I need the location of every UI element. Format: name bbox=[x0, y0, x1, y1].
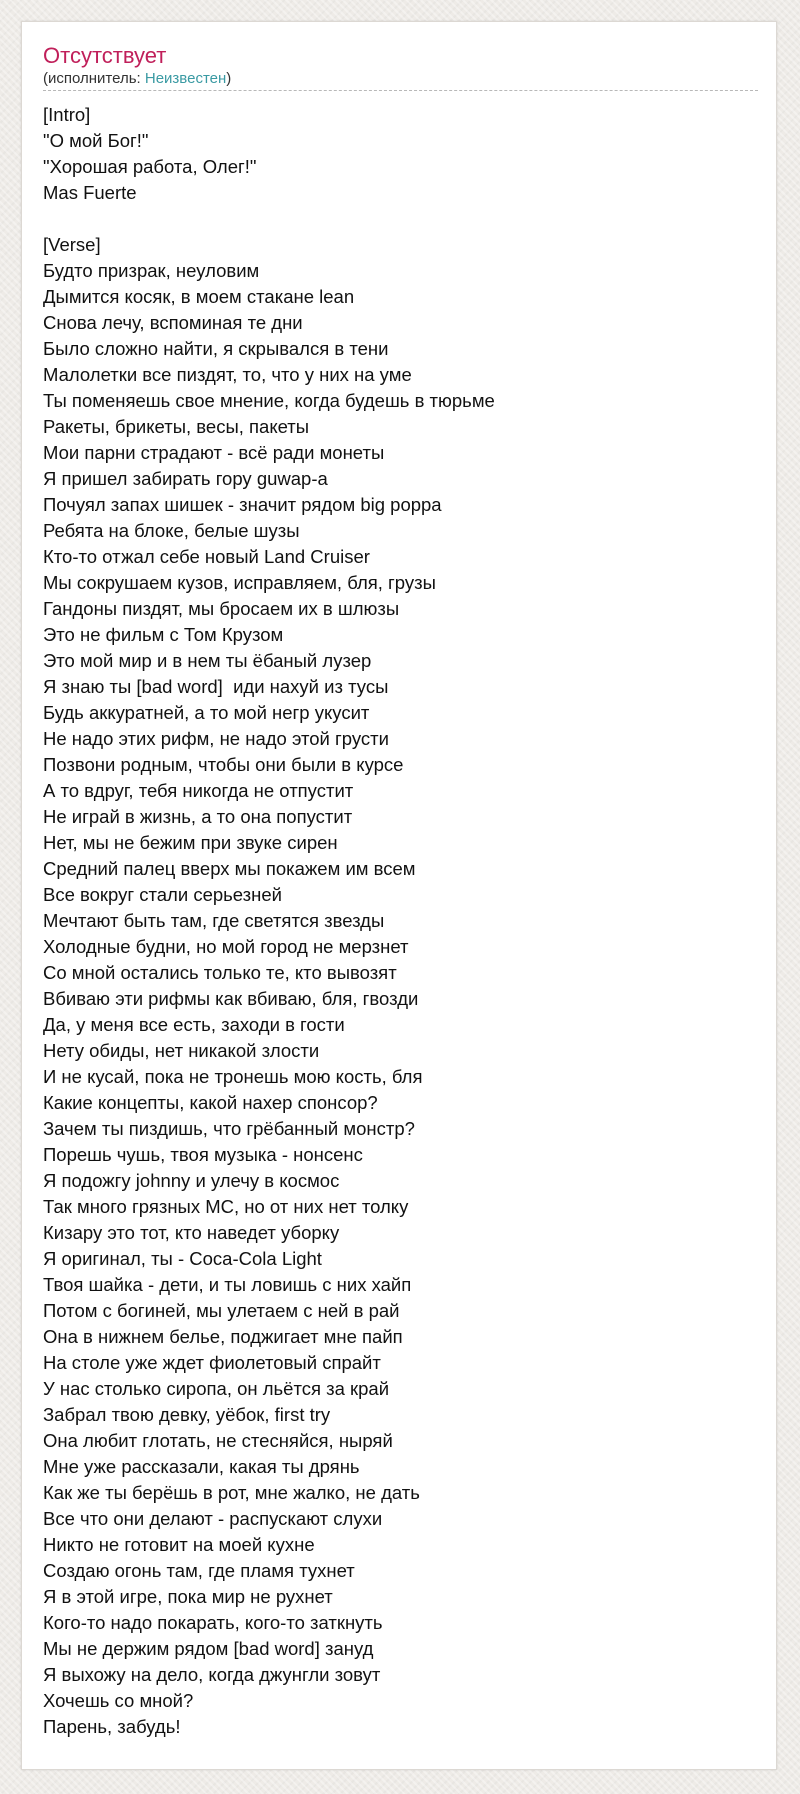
lyric-line: Как же ты берёшь в рот, мне жалко, не дать bbox=[43, 1482, 420, 1503]
lyric-line: Кого-то надо покарать, кого-то заткнуть bbox=[43, 1612, 383, 1633]
lyric-line: Хочешь со мной? bbox=[43, 1690, 194, 1711]
lyric-line: Я подожгу johnny и улечу в космос bbox=[43, 1170, 340, 1191]
lyric-line: Средний палец вверх мы покажем им всем bbox=[43, 858, 416, 879]
lyric-line: Кизару это тот, кто наведет уборку bbox=[43, 1222, 340, 1243]
lyric-line: Дымится косяк, в моем стакане lean bbox=[43, 286, 355, 307]
lyric-line: Потом с богиней, мы улетаем с ней в рай bbox=[43, 1300, 400, 1321]
lyric-line: Это мой мир и в нем ты ёбаный лузер bbox=[43, 650, 372, 671]
lyric-line: На столе уже ждет фиолетовый спрайт bbox=[43, 1352, 381, 1373]
lyric-line: Я оригинал, ты - Coca-Cola Light bbox=[43, 1248, 322, 1269]
lyric-line: Я в этой игре, пока мир не рухнет bbox=[43, 1586, 333, 1607]
lyric-line: А то вдруг, тебя никогда не отпустит bbox=[43, 780, 354, 801]
lyric-line: Будто призрак, неуловим bbox=[43, 260, 260, 281]
lyric-line: Нет, мы не бежим при звуке сирен bbox=[43, 832, 338, 853]
lyric-line: Ты поменяешь свое мнение, когда будешь в тюрьме bbox=[43, 390, 495, 411]
lyric-line: "О мой Бог!" bbox=[43, 130, 149, 151]
lyric-line: Со мной остались только те, кто вывозят bbox=[43, 962, 397, 983]
lyric-line: Не надо этих рифм, не надо этой грусти bbox=[43, 728, 389, 749]
lyric-line: Я пришел забирать гору guwap-а bbox=[43, 468, 328, 489]
lyric-line: Мы не держим рядом [bad word] зануд bbox=[43, 1638, 374, 1659]
lyric-line: Mas Fuerte bbox=[43, 182, 137, 203]
lyric-line: Снова лечу, вспоминая те дни bbox=[43, 312, 303, 333]
lyric-line: Она в нижнем белье, поджигает мне пайп bbox=[43, 1326, 403, 1347]
lyric-line: Создаю огонь там, где пламя тухнет bbox=[43, 1560, 355, 1581]
lyric-line: Будь аккуратней, а то мой негр укусит bbox=[43, 702, 370, 723]
lyric-line: "Хорошая работа, Олег!" bbox=[43, 156, 257, 177]
lyric-line: Мы сокрушаем кузов, исправляем, бля, грузы bbox=[43, 572, 436, 593]
lyric-line: Было сложно найти, я скрывался в тени bbox=[43, 338, 389, 359]
lyric-line: Да, у меня все есть, заходи в гости bbox=[43, 1014, 345, 1035]
lyric-line: Кто-то отжал себе новый Land Cruiser bbox=[43, 546, 370, 567]
artist-link[interactable]: Неизвестен bbox=[144, 70, 227, 87]
lyric-line: Забрал твою девку, уёбок, first try bbox=[43, 1404, 331, 1425]
lyric-line: Гандоны пиздят, мы бросаем их в шлюзы bbox=[43, 598, 400, 619]
lyric-line: Какие концепты, какой нахер спонсор? bbox=[43, 1092, 378, 1113]
lyric-line: Все что они делают - распускают слухи bbox=[43, 1508, 383, 1529]
lyric-line: Зачем ты пиздишь, что грёбанный монстр? bbox=[43, 1118, 415, 1139]
artist-line bbox=[43, 70, 758, 91]
lyric-line: И не кусай, пока не тронешь мою кость, бля bbox=[43, 1066, 423, 1087]
lyric-line: Я знаю ты [bad word] иди нахуй из тусы bbox=[43, 676, 389, 697]
lyric-line: Нету обиды, нет никакой злости bbox=[43, 1040, 320, 1061]
lyric-line: Никто не готовит на моей кухне bbox=[43, 1534, 315, 1555]
lyric-line: Твоя шайка - дети, и ты ловишь с них хайп bbox=[43, 1274, 412, 1295]
lyric-line: Вбиваю эти рифмы как вбиваю, бля, гвозди bbox=[43, 988, 419, 1009]
lyric-line: Она любит глотать, не стесняйся, ныряй bbox=[43, 1430, 393, 1451]
lyric-line: Малолетки все пиздят, то, что у них на уме bbox=[43, 364, 412, 385]
lyric-line: [Verse] bbox=[43, 234, 101, 255]
lyric-line: Не играй в жизнь, а то она попустит bbox=[43, 806, 353, 827]
lyric-line: Ракеты, брикеты, весы, пакеты bbox=[43, 416, 310, 437]
lyric-line: Парень, забудь! bbox=[43, 1716, 181, 1737]
lyric-line: [Intro] bbox=[43, 104, 91, 125]
lyric-line: Почуял запах шишек - значит рядом big poppa bbox=[43, 494, 442, 515]
lyric-line: Мне уже рассказали, какая ты дрянь bbox=[43, 1456, 360, 1477]
lyric-line: Мои парни страдают - всё ради монеты bbox=[43, 442, 385, 463]
song-title: Отсутствует bbox=[43, 43, 167, 68]
lyric-line: Холодные будни, но мой город не мерзнет bbox=[43, 936, 409, 957]
lyric-line: Все вокруг стали серьезней bbox=[43, 884, 282, 905]
lyric-line: Позвони родным, чтобы они были в курсе bbox=[43, 754, 404, 775]
artist-prefix: (исполнитель: bbox=[43, 70, 145, 87]
lyric-line: Это не фильм с Том Крузом bbox=[43, 624, 284, 645]
lyric-line: Мечтают быть там, где светятся звезды bbox=[43, 910, 385, 931]
lyric-line: Я выхожу на дело, когда джунгли зовут bbox=[43, 1664, 381, 1685]
lyric-line: У нас столько сиропа, он льётся за край bbox=[43, 1378, 390, 1399]
lyric-line: Ребята на блоке, белые шузы bbox=[43, 520, 300, 541]
lyrics-card bbox=[21, 21, 777, 1770]
lyric-line: Порешь чушь, твоя музыка - нонсенс bbox=[43, 1144, 363, 1165]
lyric-line: Так много грязных МС, но от них нет толку bbox=[43, 1196, 409, 1217]
lyric-blank-line bbox=[43, 206, 756, 232]
lyrics-body bbox=[43, 102, 756, 1740]
artist-suffix: ) bbox=[226, 70, 232, 87]
